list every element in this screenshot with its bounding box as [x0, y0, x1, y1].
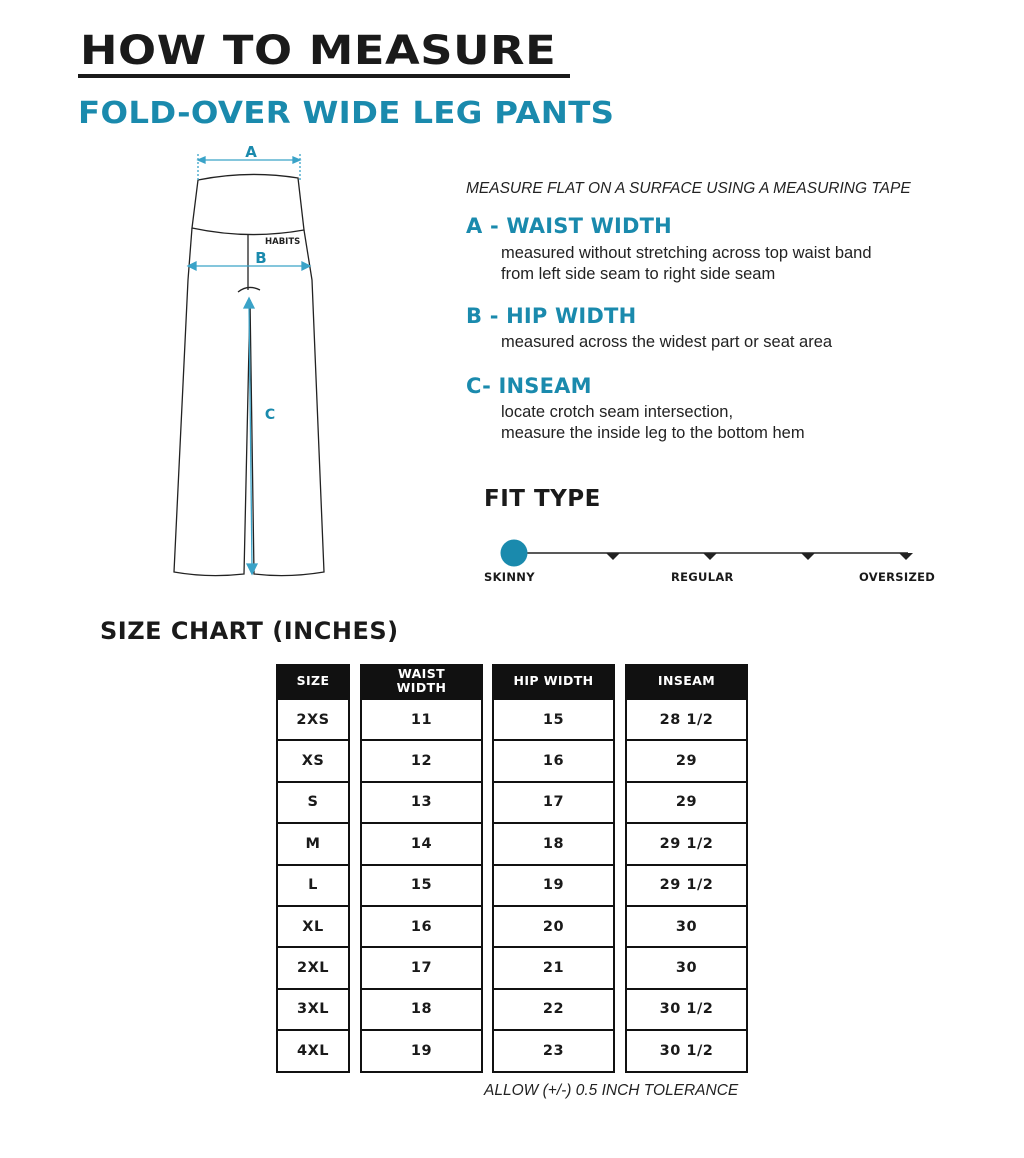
- table-cell: 16: [494, 739, 613, 780]
- hip-column: [492, 664, 615, 1073]
- column-header: HIP WIDTH: [492, 664, 615, 698]
- table-cell: 20: [494, 905, 613, 946]
- desc-line: measured without stretching across top waist band: [501, 244, 872, 262]
- hip-width-heading: B - HIP WIDTH: [466, 304, 637, 328]
- fit-type-scale: [496, 536, 926, 570]
- desc-line: from left side seam to right side seam: [501, 265, 776, 283]
- waist-width-desc: [501, 243, 872, 285]
- table-cell: 13: [362, 781, 481, 822]
- desc-line: locate crotch seam intersection,: [501, 403, 734, 421]
- table-cell: 19: [362, 1029, 481, 1070]
- inseam-column: [625, 664, 748, 1073]
- table-cell: 30: [627, 946, 746, 987]
- table-cell: 30 1/2: [627, 988, 746, 1029]
- table-cell: 2XS: [278, 698, 348, 739]
- scale-tick: [899, 553, 913, 560]
- table-cell: L: [278, 864, 348, 905]
- pants-diagram: [160, 140, 340, 590]
- fit-label-regular: REGULAR: [671, 570, 734, 584]
- size-chart-title: SIZE CHART (INCHES): [100, 617, 399, 645]
- inseam-heading: C- INSEAM: [466, 374, 592, 398]
- table-cell: 19: [494, 864, 613, 905]
- scale-tick: [606, 553, 620, 560]
- tolerance-note: ALLOW (+/-) 0.5 INCH TOLERANCE: [484, 1082, 739, 1099]
- fit-label-skinny: SKINNY: [484, 570, 535, 584]
- table-cell: 3XL: [278, 988, 348, 1029]
- table-cell: 21: [494, 946, 613, 987]
- table-cell: 29 1/2: [627, 864, 746, 905]
- table-cell: 15: [362, 864, 481, 905]
- column-header: SIZE: [276, 664, 350, 698]
- table-cell: 17: [494, 781, 613, 822]
- table-cell: 2XL: [278, 946, 348, 987]
- table-cell: 15: [494, 698, 613, 739]
- page-title: HOW TO MEASURE: [80, 28, 557, 74]
- column-header: WAIST WIDTH: [360, 664, 483, 698]
- table-cell: 16: [362, 905, 481, 946]
- size-column: [276, 664, 350, 1073]
- column-header: INSEAM: [625, 664, 748, 698]
- table-cell: 29: [627, 781, 746, 822]
- table-cell: 11: [362, 698, 481, 739]
- hip-width-desc: [501, 332, 832, 353]
- table-cell: 29 1/2: [627, 822, 746, 863]
- scale-tick: [703, 553, 717, 560]
- table-cell: 28 1/2: [627, 698, 746, 739]
- label-c: C: [264, 407, 276, 423]
- desc-line: measure the inside leg to the bottom hem: [501, 424, 805, 442]
- table-cell: 12: [362, 739, 481, 780]
- table-cell: 29: [627, 739, 746, 780]
- table-cell: S: [278, 781, 348, 822]
- table-cell: 17: [362, 946, 481, 987]
- table-cell: 4XL: [278, 1029, 348, 1070]
- table-cell: 30 1/2: [627, 1029, 746, 1070]
- title-underline: [78, 74, 570, 78]
- label-a: A: [245, 143, 257, 161]
- fit-label-oversized: OVERSIZED: [859, 570, 936, 584]
- product-name: FOLD-OVER WIDE LEG PANTS: [78, 96, 615, 131]
- table-cell: 22: [494, 988, 613, 1029]
- table-cell: 30: [627, 905, 746, 946]
- table-cell: 18: [494, 822, 613, 863]
- label-b: B: [255, 249, 267, 267]
- measure-instruction: MEASURE FLAT ON A SURFACE USING A MEASURING TAPE: [466, 180, 911, 197]
- table-cell: XS: [278, 739, 348, 780]
- waist-column: [360, 664, 483, 1073]
- scale-tick: [801, 553, 815, 560]
- inseam-desc: [501, 402, 805, 444]
- desc-line: measured across the widest part or seat area: [501, 333, 833, 351]
- table-cell: XL: [278, 905, 348, 946]
- fit-type-title: FIT TYPE: [484, 486, 601, 512]
- table-cell: 18: [362, 988, 481, 1029]
- brand-logo: HABITS: [265, 237, 301, 247]
- table-cell: M: [278, 822, 348, 863]
- table-cell: 14: [362, 822, 481, 863]
- table-cell: 23: [494, 1029, 613, 1070]
- waist-width-heading: A - WAIST WIDTH: [466, 214, 672, 238]
- fit-indicator-skinny: [501, 540, 528, 567]
